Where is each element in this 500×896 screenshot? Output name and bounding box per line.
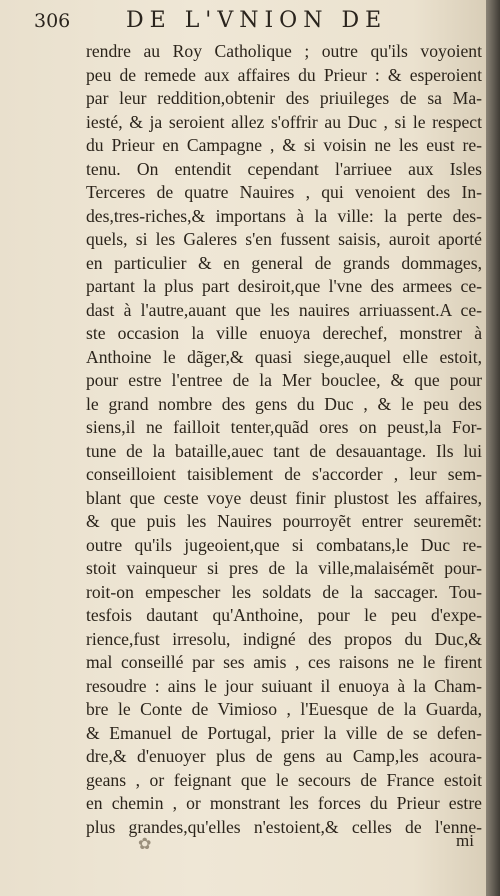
faded-ornament-mark: ✿ [138,834,152,853]
text-line: quels, si les Galeres s'en fussent saisis, auroit aporté [86,229,482,249]
text-line: geans , or feignant que le secours de France estoit [86,769,482,790]
text-line: blant que ceste voye deust finir plustost les affaires, [86,487,482,508]
text-line: resoudre : ains le jour suiuant il enuoya à la Cham- [86,675,482,696]
text-line: conseilloient taisiblement de s'accorder , leur sem- [86,464,482,484]
text-line: ste occasion la ville enuoya derechef, monstrer à [86,323,482,343]
text-line: & que puis les Nauires pourroyẽt entrer seuremẽt: [86,511,482,531]
text-line: Anthoine le dãger,& quasi siege,auquel elle estoit, [86,346,482,367]
text-line: pour estre l'entree de la Mer bouclee, & que pour [86,370,482,390]
page-header [34,8,484,36]
text-line: peu de remede aux affaires du Prieur : & esperoient [86,64,482,85]
text-line: stoit vainqueur si pres de la ville,malaisémẽt pour- [86,558,482,578]
text-line: dre,& d'enuoyer plus de gens au Camp,les acoura- [86,746,482,766]
text-line: en particulier & en general de grands dommages, [86,252,482,273]
body-text [86,40,482,839]
page-edge-shadow [486,0,500,896]
text-line: & Emanuel de Portugal, prier la ville de se defen- [86,722,482,743]
text-line: Terceres de quatre Nauires , qui venoient des In- [86,182,482,202]
text-line: roit-on empescher les soldats de la saccager. Tou- [86,581,482,602]
text-line: plus grandes,qu'elles n'estoient,& celles de l'enne- [86,816,482,837]
text-line: siens,il ne failloit tenter,quãd ores on peust,la For- [86,417,482,437]
text-line: iesté, & ja seroient allez s'offrir au Duc , si le respect [86,111,482,132]
text-line: par leur reddition,obtenir des priuileges de sa Ma- [86,88,482,108]
text-line: tune de la bataille,auec tant de desauantage. Ils lui [86,440,482,461]
text-line: du Prieur en Campagne , & si voisin ne les eust re- [86,135,482,155]
page-number: 306 [34,10,71,32]
text-line: des,tres-riches,& importans à la ville: la perte des- [86,205,482,226]
text-line: tenu. On entendit cependant l'arriuee aux Isles [86,158,482,179]
text-line: le grand nombre des gens du Duc , & le peu des [86,393,482,414]
catchword: mi [456,831,474,850]
running-title: DE L'VNION DE [126,8,388,33]
text-line: bre le Conte de Vimioso , l'Euesque de la Guarda, [86,699,482,719]
text-line: dast à l'autre,auant que les nauires arriuassent.A ce- [86,299,482,320]
text-line: tesfois dautant qu'Anthoine, pour le peu d'expe- [86,605,482,625]
text-line: mal conseillé par ses amis , ces raisons ne le firent [86,652,482,672]
text-line: rience,fust irresolu, indigné des propos du Duc,& [86,628,482,649]
text-line: outre qu'ils jugeoient,que si combatans,le Duc re- [86,534,482,555]
text-line: partant la plus part desiroit,que l'vne des armees ce- [86,276,482,296]
text-line: en chemin , or monstrant les forces du Prieur estre [86,793,482,813]
text-line: rendre au Roy Catholique ; outre qu'ils voyoient [86,41,482,61]
